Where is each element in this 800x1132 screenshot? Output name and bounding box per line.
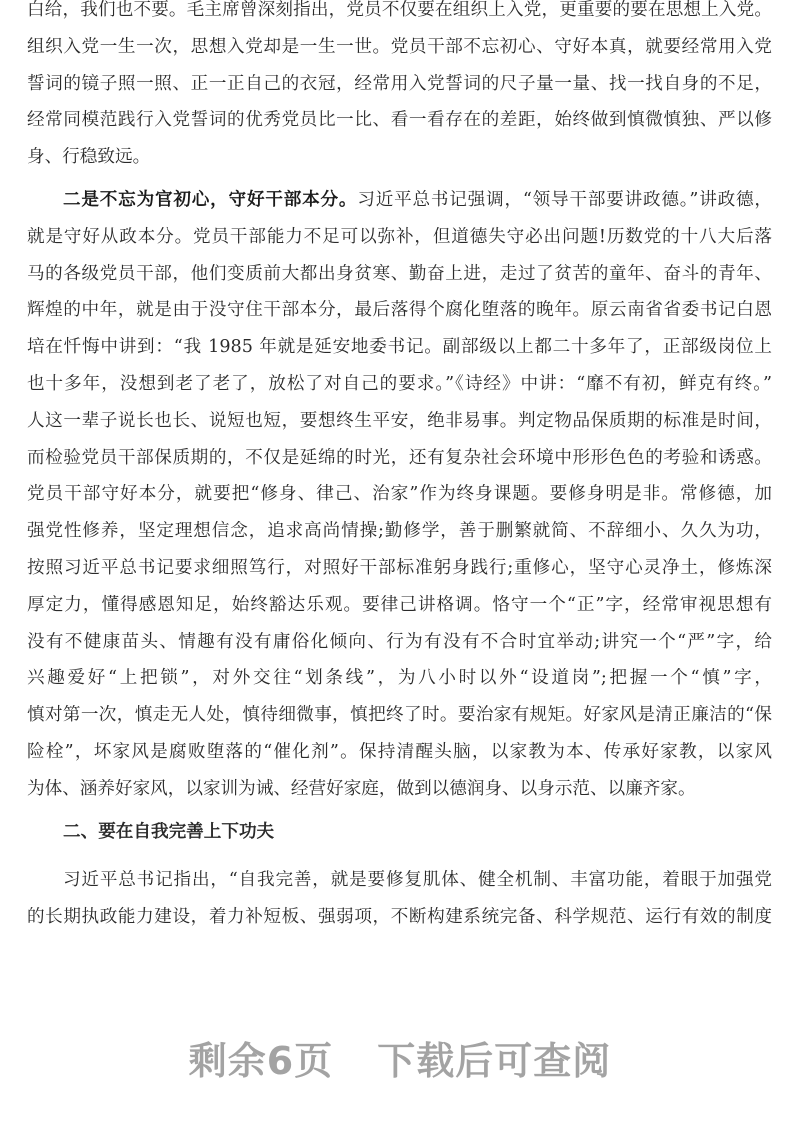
text-line-content: 习近平总书记指出，“自我完善，就是要修复肌体、健全机制、丰富功能，着眼于加强党 <box>63 870 772 891</box>
text-line-content: 人这一辈子说长也长、说短也短，要想终生平安，绝非易事。判定物品保质期的标准是时间， <box>27 410 772 431</box>
text-line-content: 党员干部守好本分，就要把“修身、律己、治家”作为终身课题。要修身明是非。常修德，加 <box>27 484 772 505</box>
text-line-content: 经常同模范践行入党誓词的优秀党员比一比、看一看存在的差距，始终做到慎微慎独、严以修 <box>27 110 772 131</box>
text-line-content: 没有不健康苗头、情趣有没有庸俗化倾向、行为有没有不合时宜举动;讲究一个“严”字，给 <box>27 631 772 652</box>
text-line <box>27 899 772 936</box>
paragraph <box>27 182 772 808</box>
text-line-content: 培在忏悔中讲到：“我 1985 年就是延安地委书记。副部级以上都二十多年了，正部级岗位上 <box>27 337 772 358</box>
text-line <box>27 66 772 103</box>
text-line-content: 而检验党员干部保质期的，不仅是延绵的时光，还有复杂社会环境中形形色色的考验和诱惑。 <box>27 447 772 468</box>
download-prompt[interactable] <box>0 1030 800 1085</box>
text-line <box>27 550 772 587</box>
text-line <box>27 814 772 851</box>
text-line <box>27 771 772 808</box>
text-line <box>27 366 772 403</box>
text-line <box>27 697 772 734</box>
text-line <box>27 587 772 624</box>
text-line-content: 习近平总书记强调，“领导干部要讲政德。”讲政德， <box>357 189 772 210</box>
text-line <box>27 476 772 513</box>
text-line <box>27 0 772 29</box>
text-line <box>27 102 772 139</box>
text-line-content: 兴趣爱好“上把锁”，对外交往“划条线”，为八小时以外“设道岗”;把握一个“慎”字， <box>27 668 772 689</box>
text-line-content: 二、要在自我完善上下功夫 <box>63 820 275 842</box>
paragraph-lead-bold: 二是不忘为官初心，守好干部本分。 <box>63 188 358 210</box>
text-line <box>27 329 772 366</box>
text-line-content: 也十多年，没想到老了老了，放松了对自己的要求。”《诗经》中讲：“靡不有初，鲜克有终。” <box>27 373 772 394</box>
text-line-content: 的长期执政能力建设，着力补短板、强弱项，不断构建系统完备、科学规范、运行有效的制度 <box>27 907 772 928</box>
download-to-view-label[interactable]: 下载后可查阅 <box>377 1039 612 1083</box>
text-line <box>27 292 772 329</box>
text-line-content: 就是守好从政本分。党员干部能力不足可以弥补，但道德失守必出问题!历数党的十八大后落 <box>27 226 772 247</box>
text-line-content: 慎对第一次，慎走无人处，慎待细微事，慎把终了时。要治家有规矩。好家风是清正廉洁的“保 <box>27 705 772 726</box>
text-line <box>27 862 772 899</box>
text-line-content: 辉煌的中年，就是由于没守住干部本分，最后落得个腐化堕落的晚年。原云南省省委书记白恩 <box>27 300 772 321</box>
text-line-content: 强党性修养，坚定理想信念，追求高尚情操;勤修学，善于删繁就简、不辞细小、久久为功， <box>27 521 772 542</box>
text-line <box>27 29 772 66</box>
text-line <box>27 660 772 697</box>
text-line-content: 厚定力，懂得感恩知足，始终豁达乐观。要律己讲格调。恪守一个“正”字，经常审视思想有 <box>27 594 772 615</box>
text-line-content: 白给，我们也不要。毛主席曾深刻指出，党员不仅要在组织上入党，更重要的要在思想上入党。 <box>27 0 772 20</box>
text-line-content: 为体、涵养好家风，以家训为诫、经营好家庭，做到以德润身、以身示范、以廉齐家。 <box>27 778 696 799</box>
remaining-pages-label: 剩余6页 <box>188 1039 334 1083</box>
text-line <box>27 440 772 477</box>
paragraph <box>27 862 772 936</box>
text-line-content: 按照习近平总书记要求细照笃行，对照好干部标准躬身践行;重修心，坚守心灵净土，修炼深 <box>27 557 772 578</box>
text-line-content: 身、行稳致远。 <box>27 147 151 168</box>
text-line-content: 险栓”，坏家风是腐败堕落的“催化剂”。保持清醒头脑，以家教为本、传承好家教，以家风 <box>27 741 772 762</box>
text-line <box>27 513 772 550</box>
text-line-content: 誓词的镜子照一照、正一正自己的衣冠，经常用入党誓词的尺子量一量、找一找自身的不足， <box>27 73 772 94</box>
text-line <box>27 139 772 176</box>
document-body <box>27 0 772 936</box>
text-line <box>27 256 772 293</box>
section-heading <box>27 814 772 851</box>
text-line <box>27 403 772 440</box>
text-line-content: 组织入党一生一次，思想入党却是一生一世。党员干部不忘初心、守好本真，就要经常用入党 <box>27 36 772 57</box>
text-line <box>27 182 772 219</box>
text-line <box>27 734 772 771</box>
text-line-content: 马的各级党员干部，他们变质前大都出身贫寒、勤奋上进，走过了贫苦的童年、奋斗的青年、 <box>27 263 772 284</box>
text-line <box>27 624 772 661</box>
text-line <box>27 219 772 256</box>
paragraph <box>27 0 772 176</box>
